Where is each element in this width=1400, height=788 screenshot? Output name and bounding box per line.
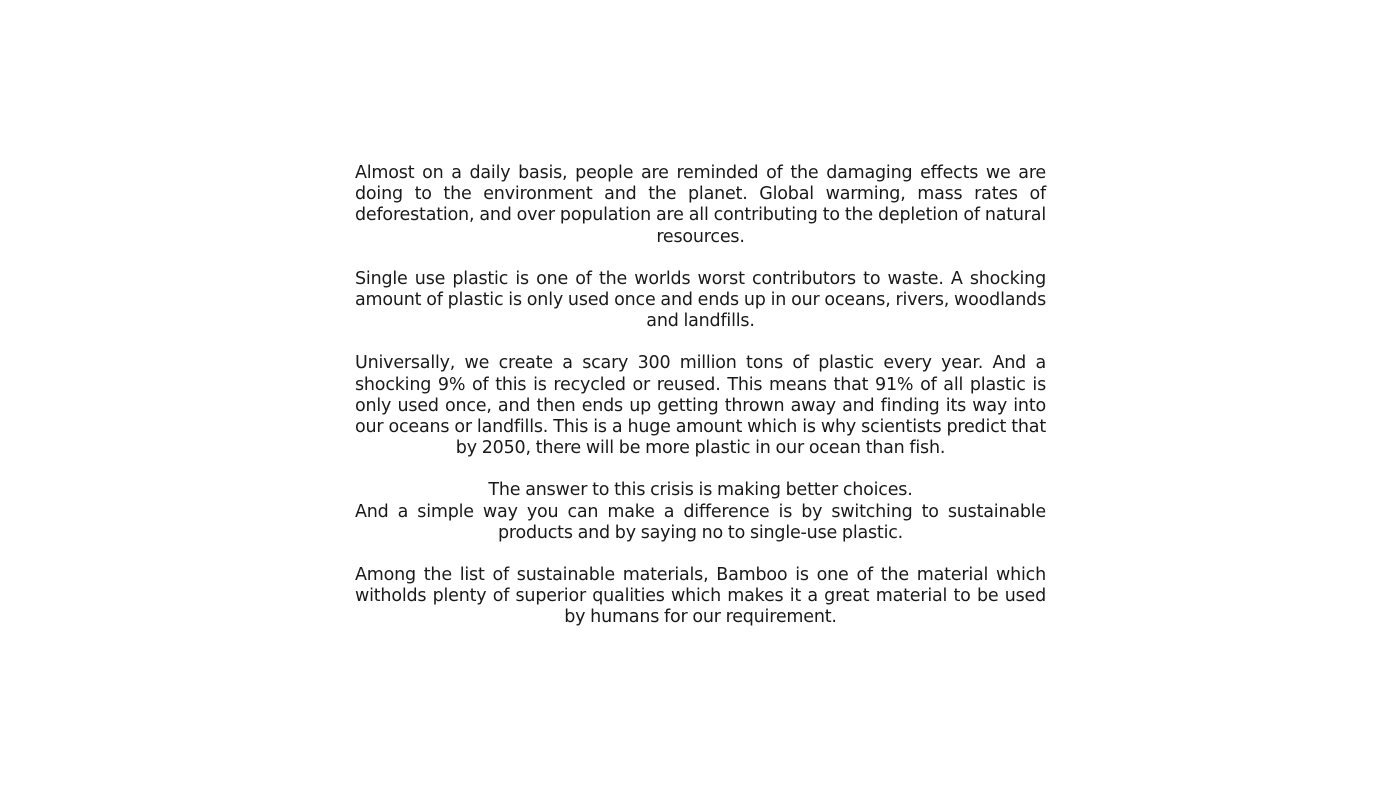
better-choices-body: And a simple way you can make a difference is by switching to sustainable products and by saying no to single-use plastic. bbox=[355, 501, 1046, 543]
intro-paragraph: Almost on a daily basis, people are reminded of the damaging effects we are doing to the environment and the planet. Global warming, mass rates of deforestation, and over population are all contributing to the depletion of natural resources. bbox=[355, 163, 1046, 247]
better-choices-paragraph bbox=[355, 480, 1046, 544]
better-choices-headline: The answer to this crisis is making better choices. bbox=[488, 480, 913, 501]
article-body bbox=[355, 163, 1046, 629]
bamboo-paragraph: Among the list of sustainable materials, Bamboo is one of the material which witholds plenty of superior qualities which makes it a great material to be used by humans for our requirement. bbox=[355, 565, 1046, 628]
single-use-plastic-paragraph: Single use plastic is one of the worlds worst contributors to waste. A shocking amount of plastic is only used once and ends up in our oceans, rivers, woodlands and landfills. bbox=[355, 268, 1046, 332]
plastic-statistics-paragraph: Universally, we create a scary 300 million tons of plastic every year. And a shocking 9% of this is recycled or reused. This means that 91% of all plastic is only used once, and then ends up getting thrown away and finding its way into our oceans or landfills. This is a huge amount which is why scientists predict that by 2050, there will be more plastic in our ocean than fish. bbox=[355, 353, 1046, 459]
